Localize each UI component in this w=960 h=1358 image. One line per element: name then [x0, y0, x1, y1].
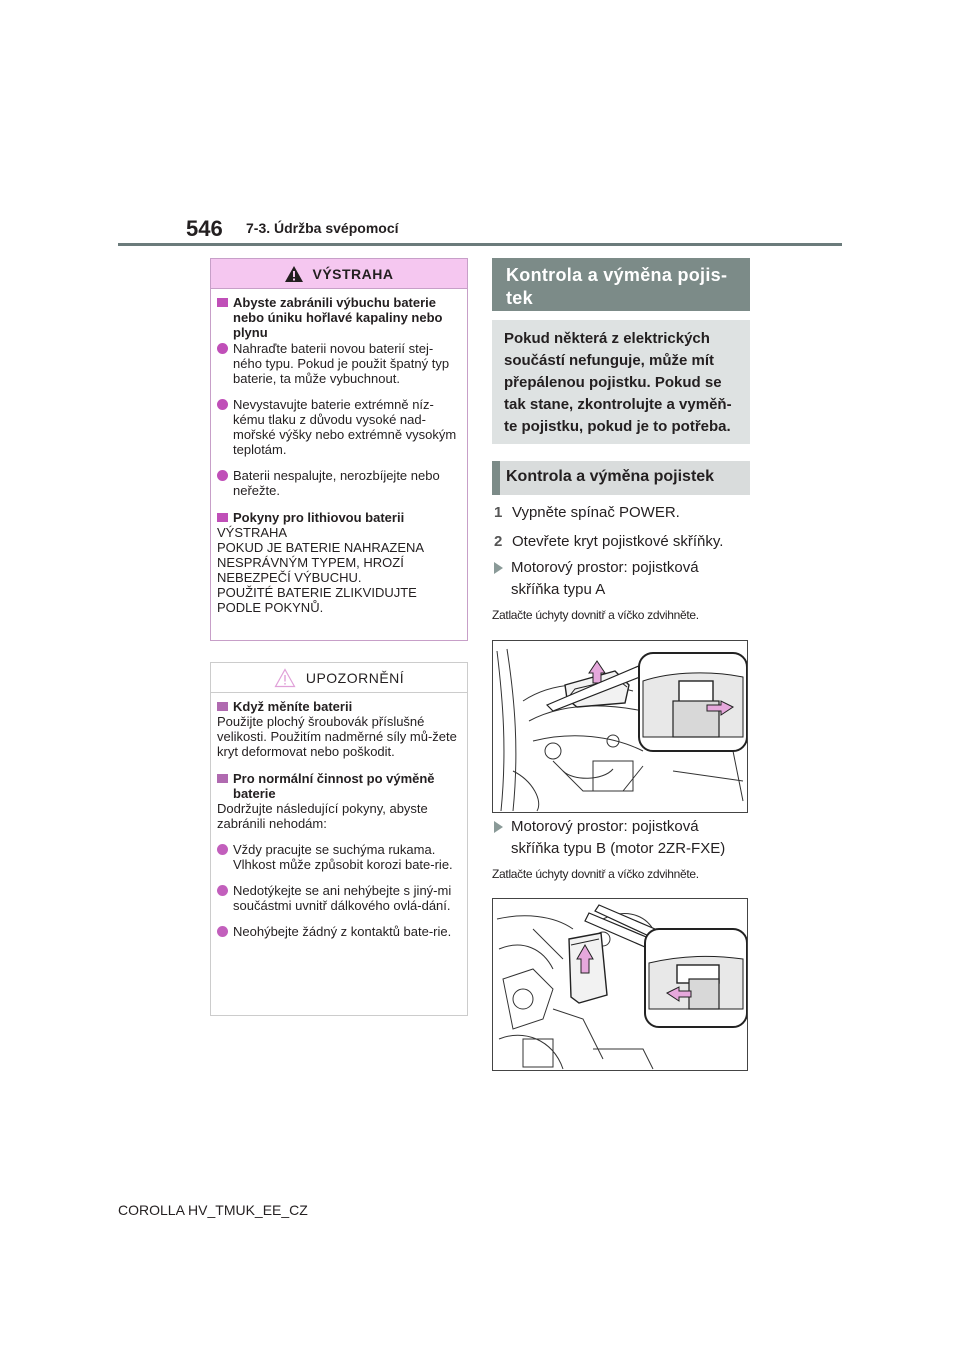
warning-title: VÝSTRAHA: [312, 265, 394, 282]
bullet-dot-icon: [217, 926, 228, 937]
caution-section-heading: Když měníte baterii: [217, 699, 459, 714]
figure-caption: Zatlačte úchyty dovnitř a víčko zdvihněte.: [492, 867, 699, 881]
page-number: 546: [186, 216, 223, 241]
section-heading: Kontrola a výměna pojis-tek: [492, 258, 750, 311]
engine-bay-b-image: [493, 899, 748, 1071]
fuse-box-b-illustration: [492, 898, 748, 1071]
step-text: Vypněte spínač POWER.: [512, 504, 680, 521]
caution-header: [211, 663, 467, 693]
step-number: 2: [494, 533, 503, 550]
paragraph: VÝSTRAHA: [217, 525, 288, 540]
square-bullet-icon: [217, 774, 228, 783]
subsection-heading: Kontrola a výměna pojistek: [492, 461, 750, 495]
list-item: Motorový prostor: pojistková skříňka typu A: [494, 557, 750, 601]
arrow-right-icon: [494, 562, 503, 574]
intro-box: Pokud některá z elektrických součástí nefunguje, může mít přepálenou pojistku. Pokud se tak stane, zkontrolujte a vyměň-te pojistku, pokud je to potřeba.: [492, 320, 750, 444]
warning-header: [211, 259, 467, 289]
bullet-dot-icon: [217, 470, 228, 481]
list-item: Vždy pracujte se suchýma rukama. Vlhkost může způsobit korozi bate-rie.: [217, 842, 459, 872]
warning-section-heading: Abyste zabránili výbuchu baterie nebo úniku hořlavé kapaliny nebo plynu: [217, 295, 459, 340]
step-item: [494, 533, 723, 550]
section-title: 7-3. Údržba svépomocí: [246, 220, 399, 236]
fuse-box-a-illustration: [492, 640, 748, 813]
list-item: Neohýbejte žádný z kontaktů bate-rie.: [217, 924, 459, 939]
step-text: Otevřete kryt pojistkové skříňky.: [512, 533, 724, 550]
bullet-dot-icon: [217, 343, 228, 354]
figure-caption: Zatlačte úchyty dovnitř a víčko zdvihněte.: [492, 608, 699, 622]
paragraph: Použijte plochý šroubovák příslušné velikosti. Použitím nadměrné síly mů-žete kryt deformovat nebo poškodit.: [217, 714, 457, 759]
warning-section-heading: Pokyny pro lithiovou baterii: [217, 510, 459, 525]
list-item: Motorový prostor: pojistková skříňka typu B (motor 2ZR-FXE): [494, 816, 750, 860]
caution-title: UPOZORNĚNÍ: [305, 669, 405, 686]
bullet-dot-icon: [217, 844, 228, 855]
step-item: [494, 504, 680, 521]
paragraph: Dodržujte následující pokyny, abyste zabránili nehodám:: [217, 801, 428, 831]
caution-triangle-icon: [274, 668, 296, 688]
square-bullet-icon: [217, 513, 228, 522]
paragraph: POUŽITÉ BATERIE ZLIKVIDUJTE PODLE POKYNŮ.: [217, 585, 417, 615]
arrow-right-icon: [494, 821, 503, 833]
bullet-dot-icon: [217, 885, 228, 896]
paragraph: POKUD JE BATERIE NAHRAZENA NESPRÁVNÝM TYPEM, HROZÍ NEBEZPEČÍ VÝBUCHU.: [217, 540, 424, 585]
warning-box: [210, 258, 468, 641]
list-item: Nahraďte baterii novou baterií stej-ného typu. Pokud je použit špatný typ baterie, ta může vybuchnout.: [217, 341, 459, 386]
header-divider: [118, 243, 842, 246]
step-number: 1: [494, 504, 503, 521]
square-bullet-icon: [217, 702, 228, 711]
footer-text: COROLLA HV_TMUK_EE_CZ: [118, 1202, 308, 1218]
warning-triangle-icon: [284, 265, 304, 283]
list-item: Nedotýkejte se ani nehýbejte s jiný-mi součástmi uvnitř dálkového ovlá-dání.: [217, 883, 459, 913]
caution-box: [210, 662, 468, 1016]
engine-bay-a-image: [493, 641, 748, 813]
caution-section-heading: Pro normální činnost po výměně baterie: [217, 771, 459, 801]
bullet-dot-icon: [217, 399, 228, 410]
list-item: Nevystavujte baterie extrémně níz-kému tlaku z důvodu vysoké nad-mořské výšky nebo extrémně vysokým teplotám.: [217, 397, 459, 457]
list-item: Baterii nespalujte, nerozbíjejte nebo neřežte.: [217, 468, 459, 498]
square-bullet-icon: [217, 298, 228, 307]
